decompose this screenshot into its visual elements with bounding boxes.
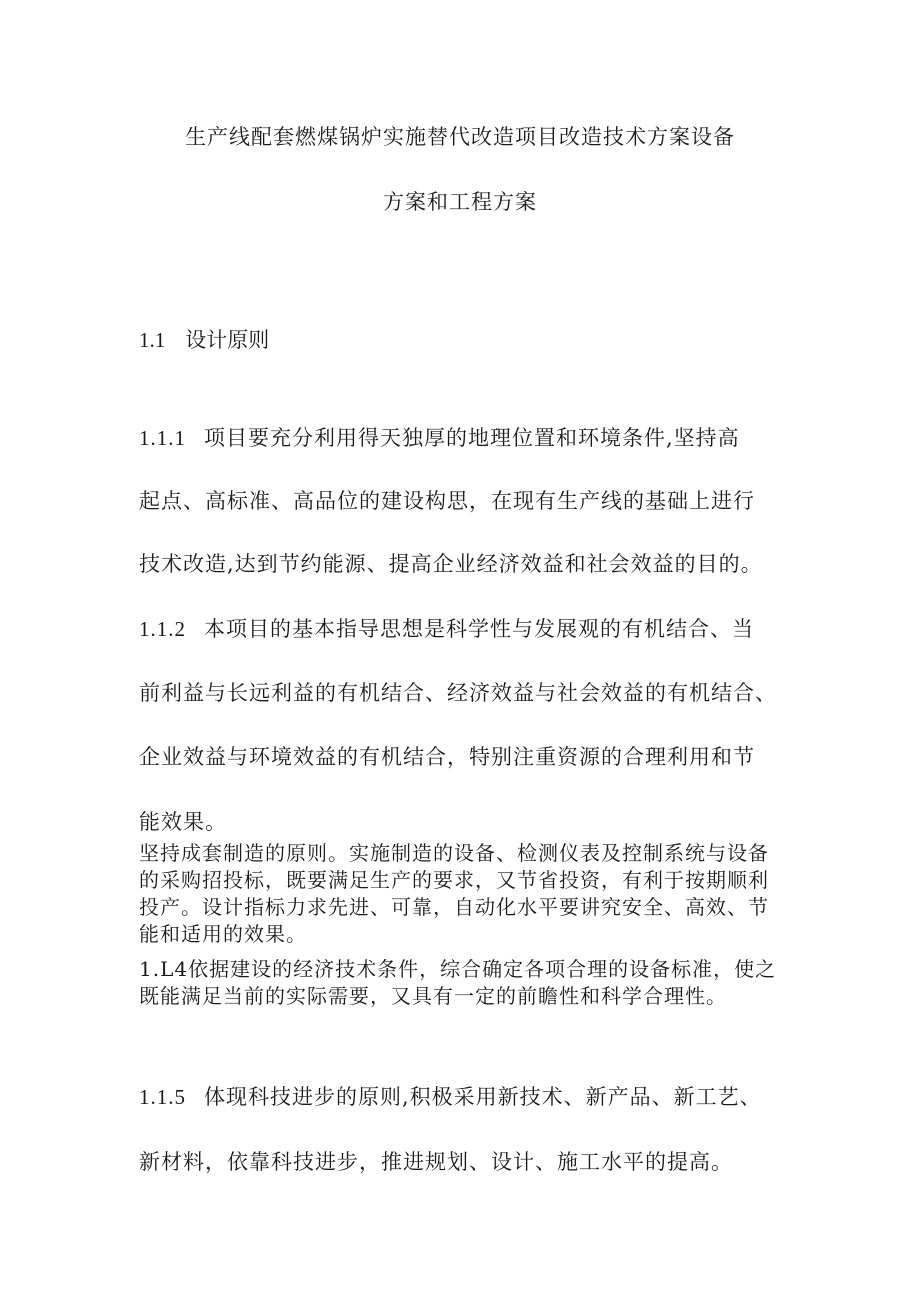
clause-1-1-2-line-4: 能效果。 (139, 810, 227, 834)
clause-1-1-2-number: 1.1.2 (139, 617, 186, 641)
clause-1-1-4-paragraph: 1.L4依据建设的经济技术条件，综合确定各项合理的设备标准，使之既能满足当前的实际需要，又具有一定的前瞻性和科学合理性。 (139, 957, 777, 1008)
section-title: 设计原则 (185, 328, 270, 352)
clause-1-1-1-number: 1.1.1 (139, 426, 186, 450)
clause-1-1-5-line-2: 新材料，依靠科技进步，推进规划、设计、施工水平的提高。 (139, 1150, 733, 1174)
clause-1-1-1-line-1 (139, 422, 740, 452)
clause-1-1-2-line-3: 企业效益与环境效益的有机结合，特别注重资源的合理利用和节 (139, 745, 755, 769)
clause-1-1-2-text: 本项目的基本指导思想是科学性与发展观的有机结合、当 (204, 617, 754, 641)
clause-1-1-5-line-1 (139, 1081, 762, 1111)
document-title-line-2: 方案和工程方案 (383, 190, 537, 214)
section-number: 1.1 (139, 328, 166, 352)
clause-1-1-2-line-2: 前利益与长远利益的有机结合、经济效益与社会效益的有机结合、 (139, 681, 777, 705)
clause-1-1-1-text: 项目要充分利用得天独厚的地理位置和环境条件,坚持高 (204, 426, 740, 450)
clause-1-1-5-number: 1.1.5 (139, 1085, 186, 1109)
document-title-line-1: 生产线配套燃煤锅炉实施替代改造项目改造技术方案设备 (185, 125, 735, 149)
clause-1-1-2-line-1 (139, 613, 754, 643)
clause-1-1-5-text: 体现科技进步的原则,积极采用新技术、新产品、新工艺、 (204, 1085, 762, 1109)
clause-1-1-1-line-2: 起点、高标准、高品位的建设构思，在现有生产线的基础上进行 (139, 489, 755, 513)
clause-1-1-3-paragraph: 坚持成套制造的原则。实施制造的设备、检测仪表及控制系统与设备的采购招投标，既要满足生产的要求，又节省投资，有利于按期顺利投产。设计指标力求先进、可靠，自动化水平要讲究安全、高效、节能和适用的效果。 (139, 841, 769, 946)
section-heading (139, 324, 269, 354)
clause-1-1-1-line-3: 技术改造,达到节约能源、提高企业经济效益和社会效益的目的。 (139, 552, 763, 576)
